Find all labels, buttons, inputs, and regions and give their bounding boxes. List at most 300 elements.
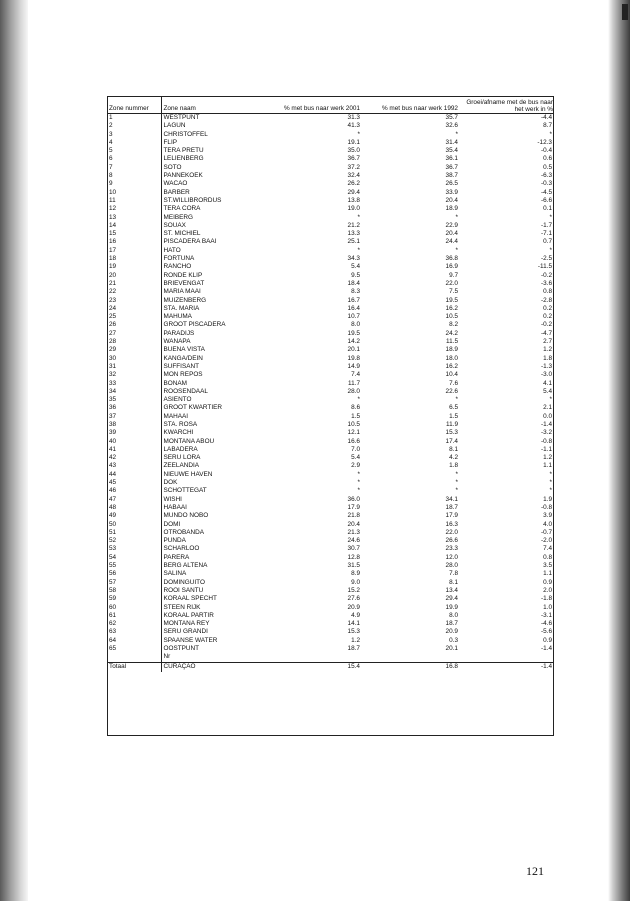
cell-pct-2001: * — [357, 396, 360, 404]
cell-zone-number: 8 — [107, 172, 161, 180]
cell-pct-2001: 7.0 — [351, 445, 360, 453]
cell-zone-name: SCHOTTEGAT — [163, 487, 207, 495]
table-row — [107, 529, 554, 537]
cell-zone-name: BONAM — [163, 379, 187, 387]
cell-growth: -0.8 — [540, 437, 552, 445]
cell-zone-name: FORTUNA — [163, 255, 195, 263]
table-row — [107, 338, 554, 346]
cell-zone-name: STA. ROSA — [163, 420, 198, 428]
cell-zone-name: MAHAAI — [163, 412, 189, 420]
cell-pct-1992: 8.1 — [449, 578, 458, 586]
table-row — [107, 263, 554, 271]
cell-pct-1992: 18.7 — [445, 620, 458, 628]
cell-pct-1992: 18.7 — [445, 503, 458, 511]
cell-pct-2001: 21.8 — [347, 512, 360, 520]
table-row — [107, 429, 554, 437]
cell-pct-1992: 7.6 — [449, 379, 458, 387]
cell-zone-name: TERA CORA — [163, 205, 201, 213]
table-row — [107, 305, 554, 313]
cell-zone-number: 20 — [107, 272, 161, 280]
cell-zone-number: 36 — [107, 404, 161, 412]
cell-pct-2001: 7.4 — [351, 371, 360, 379]
cell-growth: 0.5 — [543, 163, 552, 171]
cell-zone-number: 1 — [107, 114, 161, 123]
cell-zone-number: 9 — [107, 180, 161, 188]
cell-zone-name: KORAAL SPECHT — [163, 595, 217, 603]
cell-growth: -11.5 — [537, 263, 552, 271]
table-header-row — [107, 96, 554, 114]
table-row — [107, 255, 554, 263]
cell-pct-2001: 20.9 — [347, 603, 360, 611]
cell-growth: -0.4 — [540, 147, 552, 155]
table-row — [107, 479, 554, 487]
cell-pct-1992: 20.4 — [445, 196, 458, 204]
cell-growth: 1.1 — [543, 570, 552, 578]
cell-zone-number: 62 — [107, 620, 161, 628]
table-row — [107, 321, 554, 329]
cell-zone-number: 2 — [107, 122, 161, 130]
cell-zone-number: 56 — [107, 570, 161, 578]
cell-pct-1992: 26.6 — [445, 537, 458, 545]
bus-to-work-table — [107, 96, 554, 672]
cell-growth: * — [549, 479, 552, 487]
table-row — [107, 147, 554, 155]
cell-growth: 4.1 — [543, 379, 552, 387]
cell-pct-2001: 10.5 — [347, 420, 360, 428]
cell-pct-2001: 14.1 — [347, 620, 360, 628]
cell-growth: 1.2 — [543, 346, 552, 354]
cell-growth: 1.8 — [543, 354, 552, 362]
cell-zone-number: 54 — [107, 554, 161, 562]
table-row — [107, 396, 554, 404]
cell-growth: -5.6 — [540, 628, 552, 636]
cell-zone-number: 5 — [107, 147, 161, 155]
total-growth: -1.4 — [460, 662, 554, 672]
cell-pct-2001: 12.1 — [347, 429, 360, 437]
table-row — [107, 197, 554, 205]
cell-pct-2001: 12.8 — [347, 553, 360, 561]
table-row — [107, 172, 554, 180]
cell-growth: * — [549, 130, 552, 138]
cell-growth: -2.5 — [540, 255, 552, 263]
table-row — [107, 612, 554, 620]
cell-zone-name: WESTPUNT — [163, 114, 200, 121]
cell-growth: * — [549, 213, 552, 221]
cell-pct-1992: 20.1 — [445, 645, 458, 652]
cell-pct-1992: 22.9 — [445, 221, 458, 229]
cell-growth: 8.7 — [543, 122, 552, 130]
cell-pct-2001: 19.0 — [347, 205, 360, 213]
cell-pct-1992: 38.7 — [445, 172, 458, 180]
cell-zone-number: 60 — [107, 604, 161, 612]
cell-zone-name: SCHARLOO — [163, 545, 200, 553]
table-row — [107, 230, 554, 238]
cell-growth: -0.2 — [540, 321, 552, 329]
table-row — [107, 653, 554, 662]
table-row — [107, 620, 554, 628]
cell-growth: 5.4 — [543, 387, 552, 395]
cell-zone-name: ST.WILLIBRORDUS — [163, 196, 222, 204]
cell-pct-2001: 20.4 — [347, 520, 360, 528]
cell-pct-2001: 20.1 — [347, 346, 360, 354]
cell-pct-2001: 4.9 — [351, 611, 360, 619]
cell-zone-name: WANAPA — [163, 338, 191, 346]
cell-growth: 1.1 — [543, 462, 552, 470]
cell-pct-1992: 6.5 — [449, 404, 458, 412]
cell-growth: 0.2 — [543, 304, 552, 312]
cell-zone-number: 19 — [107, 263, 161, 271]
table-row — [107, 313, 554, 321]
cell-pct-1992: 36.8 — [445, 255, 458, 263]
cell-pct-1992: 29.4 — [445, 595, 458, 603]
cell-pct-2001: 17.9 — [347, 503, 360, 511]
cell-pct-2001: 14.2 — [347, 338, 360, 346]
cell-zone-name: WISHI — [163, 495, 182, 503]
cell-pct-1992: 32.6 — [445, 122, 458, 130]
cell-pct-1992: 11.9 — [446, 420, 458, 428]
table-row — [107, 114, 554, 123]
cell-growth: 7.4 — [543, 545, 552, 553]
cell-zone-number: 51 — [107, 529, 161, 537]
cell-pct-1992: * — [455, 479, 458, 487]
cell-zone-number: 42 — [107, 454, 161, 462]
cell-pct-1992: * — [455, 213, 458, 221]
cell-pct-1992: 12.0 — [445, 553, 458, 561]
cell-pct-2001: 16.6 — [347, 437, 360, 445]
scan-edge-mark — [622, 4, 628, 20]
table-row — [107, 595, 554, 603]
cell-zone-number: 41 — [107, 446, 161, 454]
cell-zone-name: SOUAX — [163, 221, 186, 229]
cell-zone-number: 25 — [107, 313, 161, 321]
cell-pct-2001: 16.7 — [347, 296, 360, 304]
cell-pct-1992: * — [455, 130, 458, 138]
table-row — [107, 504, 554, 512]
cell-zone-number: 55 — [107, 562, 161, 570]
cell-pct-1992: 18.9 — [445, 205, 458, 213]
table-row — [107, 205, 554, 213]
cell-pct-1992: 16.2 — [445, 304, 458, 312]
cell-zone-name: SOTO — [163, 163, 182, 171]
table-row — [107, 355, 554, 363]
cell-growth: -0.7 — [540, 528, 552, 536]
cell-zone-name: LAGUN — [163, 122, 186, 130]
cell-zone-number: 48 — [107, 504, 161, 512]
cell-zone-name: PUNDA — [163, 537, 186, 545]
cell-pct-1992: 20.4 — [445, 230, 458, 238]
table-row — [107, 131, 554, 139]
cell-pct-2001: 18.4 — [347, 279, 360, 287]
table-row — [107, 462, 554, 470]
cell-pct-2001: 8.6 — [351, 404, 360, 412]
cell-zone-name: SERU LORA — [163, 454, 201, 462]
cell-zone-name: MUIZENBERG — [163, 296, 207, 304]
cell-zone-number: 26 — [107, 321, 161, 329]
cell-pct-1992: 16.3 — [445, 520, 458, 528]
table-row — [107, 421, 554, 429]
cell-pct-1992: 13.4 — [445, 586, 458, 594]
cell-zone-number: 53 — [107, 545, 161, 553]
cell-zone-number: 4 — [107, 139, 161, 147]
cell-pct-2001: 37.2 — [347, 163, 360, 171]
cell-pct-2001: * — [357, 130, 360, 138]
cell-pct-2001 — [268, 653, 362, 662]
cell-zone-name: CHRISTOFFEL — [163, 130, 208, 138]
table-row — [107, 438, 554, 446]
cell-zone-name: Nr — [163, 653, 171, 661]
cell-growth: -1.3 — [540, 362, 552, 370]
cell-zone-number: 6 — [107, 155, 161, 163]
cell-zone-number: 16 — [107, 238, 161, 246]
cell-pct-1992: * — [455, 487, 458, 495]
cell-zone-name: MUNDO NOBO — [163, 512, 209, 520]
cell-growth: -6.3 — [540, 172, 552, 180]
cell-zone-number: 31 — [107, 363, 161, 371]
table-row — [107, 280, 554, 288]
cell-pct-2001: 21.3 — [347, 528, 360, 536]
cell-pct-2001: 5.4 — [351, 454, 360, 462]
cell-pct-2001: * — [357, 487, 360, 495]
cell-pct-1992: 24.2 — [445, 329, 458, 337]
cell-zone-number: 7 — [107, 164, 161, 172]
cell-zone-name: GROOT KWARTIER — [163, 404, 222, 412]
cell-pct-1992: 22.0 — [445, 528, 458, 536]
table-row — [107, 363, 554, 371]
total-pct-2001: 15.4 — [268, 662, 362, 672]
cell-growth: 3.5 — [543, 562, 552, 570]
cell-zone-name: MONTANA ABOU — [163, 437, 215, 445]
cell-zone-number: 17 — [107, 247, 161, 255]
cell-pct-1992: 35.7 — [445, 114, 458, 121]
cell-pct-1992: 36.7 — [445, 163, 458, 171]
cell-zone-name: MONTANA REY — [163, 620, 210, 628]
cell-zone-number: 65 — [107, 645, 161, 653]
cell-growth: 0.2 — [543, 313, 552, 321]
cell-pct-2001: 35.0 — [347, 147, 360, 155]
table-row — [107, 388, 554, 396]
cell-pct-2001: 21.2 — [347, 221, 360, 229]
cell-growth: 3.9 — [543, 512, 552, 520]
cell-pct-1992: 4.2 — [449, 454, 458, 462]
cell-zone-number: 37 — [107, 413, 161, 421]
cell-pct-1992: 35.4 — [445, 147, 458, 155]
table-row — [107, 512, 554, 520]
cell-zone-number: 22 — [107, 288, 161, 296]
table-row — [107, 247, 554, 255]
cell-zone-name: PANNEKOEK — [163, 172, 203, 180]
cell-growth: 4.0 — [543, 520, 552, 528]
cell-pct-1992: 16.9 — [445, 263, 458, 271]
table-row — [107, 189, 554, 197]
cell-zone-name: GROOT PISCADERA — [163, 321, 226, 329]
cell-zone-number: 30 — [107, 355, 161, 363]
cell-growth: -12.3 — [537, 138, 552, 146]
cell-zone-name: DOK — [163, 479, 178, 487]
total-row — [107, 662, 554, 672]
table-row — [107, 537, 554, 545]
table-row — [107, 346, 554, 354]
cell-growth: -6.6 — [540, 196, 552, 204]
cell-zone-name: SUFFISANT — [163, 362, 200, 370]
cell-zone-name: MON REPOS — [163, 371, 203, 379]
cell-zone-number: 34 — [107, 388, 161, 396]
table-row — [107, 637, 554, 645]
cell-zone-number: 28 — [107, 338, 161, 346]
cell-zone-name: NIEUWE HAVEN — [163, 470, 213, 478]
cell-zone-number: 35 — [107, 396, 161, 404]
cell-zone-number: 11 — [107, 197, 161, 205]
cell-pct-2001: 10.7 — [347, 313, 360, 321]
cell-pct-1992: 17.9 — [445, 512, 458, 520]
cell-pct-2001: 13.3 — [347, 230, 360, 238]
cell-pct-1992: 0.3 — [449, 636, 458, 644]
cell-pct-2001: 2.9 — [351, 462, 360, 470]
cell-growth: * — [549, 246, 552, 254]
cell-zone-number: 23 — [107, 297, 161, 305]
cell-pct-2001: 8.0 — [351, 321, 360, 329]
cell-pct-1992: 19.5 — [445, 296, 458, 304]
cell-zone-name: RANCHO — [163, 263, 192, 271]
cell-growth: 1.0 — [543, 603, 552, 611]
cell-growth: -1.7 — [540, 221, 552, 229]
cell-pct-2001: * — [357, 246, 360, 254]
cell-pct-1992: 34.1 — [445, 495, 458, 503]
cell-pct-1992: 31.4 — [445, 138, 458, 146]
table-row — [107, 454, 554, 462]
cell-pct-2001: 14.9 — [347, 362, 360, 370]
cell-zone-name: ZEELANDIA — [163, 462, 200, 470]
cell-pct-2001: 32.4 — [347, 172, 360, 180]
cell-growth: 0.0 — [543, 412, 552, 420]
cell-zone-number: 63 — [107, 628, 161, 636]
cell-pct-1992: * — [455, 396, 458, 404]
cell-zone-number: 18 — [107, 255, 161, 263]
bus-to-work-table-container — [107, 96, 554, 672]
cell-pct-2001: * — [357, 213, 360, 221]
cell-pct-2001: 8.3 — [351, 288, 360, 296]
cell-pct-1992: 1.5 — [449, 412, 458, 420]
cell-zone-number: 38 — [107, 421, 161, 429]
cell-pct-2001: 36.7 — [347, 155, 360, 163]
cell-zone-number: 49 — [107, 512, 161, 520]
cell-pct-2001: 15.2 — [347, 586, 360, 594]
cell-growth: * — [549, 487, 552, 495]
cell-pct-1992: 8.2 — [449, 321, 458, 329]
cell-zone-name: PARERA — [163, 553, 190, 561]
cell-pct-1992: 28.0 — [445, 562, 458, 570]
cell-zone-number: 57 — [107, 579, 161, 587]
cell-zone-number: 24 — [107, 305, 161, 313]
table-row — [107, 222, 554, 230]
table-row — [107, 122, 554, 130]
cell-pct-2001: 26.2 — [347, 180, 360, 188]
cell-growth: -3.1 — [540, 611, 552, 619]
cell-growth: * — [549, 396, 552, 404]
table-row — [107, 628, 554, 636]
cell-zone-name: HABAAI — [163, 503, 187, 511]
cell-zone-number: 47 — [107, 496, 161, 504]
cell-pct-2001: 16.4 — [347, 304, 360, 312]
table-row — [107, 380, 554, 388]
cell-zone-number: 15 — [107, 230, 161, 238]
cell-zone-name: MEIBERG — [163, 213, 193, 221]
cell-zone-name: BARBER — [163, 188, 190, 196]
cell-pct-1992: 20.9 — [445, 628, 458, 636]
header-pct-1992: % met bus naar werk 1992 — [362, 96, 460, 114]
cell-pct-1992: 33.9 — [445, 188, 458, 196]
cell-pct-1992: * — [455, 246, 458, 254]
cell-pct-2001: 29.4 — [347, 188, 360, 196]
cell-zone-name: ST. MICHIEL — [163, 230, 201, 238]
cell-pct-2001: 28.0 — [347, 387, 360, 395]
cell-zone-name: KANGA/DEIN — [163, 354, 203, 362]
book-edge-shadow-right — [608, 0, 630, 901]
cell-zone-number: 12 — [107, 205, 161, 213]
cell-pct-2001: 31.5 — [347, 562, 360, 570]
cell-zone-name: TERA PRETU — [163, 147, 204, 155]
cell-growth: -3.2 — [540, 429, 552, 437]
cell-zone-name: KORAAL PARTIR — [163, 611, 214, 619]
cell-zone-name: PARADIJS — [163, 329, 195, 337]
cell-pct-1992: 22.0 — [445, 279, 458, 287]
table-row — [107, 446, 554, 454]
cell-growth — [460, 653, 554, 662]
cell-pct-1992: * — [455, 470, 458, 478]
cell-zone-number: 59 — [107, 595, 161, 603]
cell-growth: 0.6 — [543, 155, 552, 163]
cell-pct-2001: 41.3 — [347, 122, 360, 130]
cell-pct-2001: 9.0 — [351, 578, 360, 586]
cell-pct-2001: 19.5 — [347, 329, 360, 337]
cell-zone-name: DOMINGUITO — [163, 578, 205, 586]
cell-zone-number: 13 — [107, 214, 161, 222]
header-pct-2001: % met bus naar werk 2001 — [268, 96, 362, 114]
table-row — [107, 404, 554, 412]
cell-pct-2001: 1.2 — [351, 636, 360, 644]
cell-growth: 0.9 — [543, 636, 552, 644]
cell-pct-1992: 18.0 — [445, 354, 458, 362]
cell-pct-2001: 9.5 — [351, 271, 360, 279]
cell-growth: -7.1 — [540, 230, 552, 238]
cell-pct-1992: 22.6 — [445, 387, 458, 395]
cell-zone-number: 50 — [107, 521, 161, 529]
cell-pct-2001: 5.4 — [351, 263, 360, 271]
cell-zone-name: SPAANSE WATER — [163, 636, 218, 644]
cell-pct-2001: 24.6 — [347, 537, 360, 545]
cell-pct-2001: 13.8 — [347, 196, 360, 204]
cell-pct-1992: 1.8 — [449, 462, 458, 470]
cell-zone-name: BRIEVENGAT — [163, 279, 205, 287]
cell-zone-number: 10 — [107, 189, 161, 197]
cell-zone-name: BERG ALTENA — [163, 562, 208, 570]
table-row — [107, 180, 554, 188]
cell-zone-name: STEEN RIJK — [163, 603, 201, 611]
table-row — [107, 554, 554, 562]
cell-zone-name: PISCADERA BAAI — [163, 238, 217, 246]
cell-zone-number: 58 — [107, 587, 161, 595]
book-spine-shadow-left — [0, 0, 28, 901]
cell-growth: 0.7 — [543, 238, 552, 246]
cell-zone-number: 43 — [107, 462, 161, 470]
cell-zone-name: MAHUMA — [163, 313, 192, 321]
cell-pct-1992: 8.1 — [449, 445, 458, 453]
cell-pct-1992: 10.4 — [445, 371, 458, 379]
cell-growth: -2.0 — [540, 537, 552, 545]
cell-growth: -1.4 — [540, 645, 552, 652]
cell-pct-1992: 26.5 — [445, 180, 458, 188]
cell-zone-name: OTROBANDA — [163, 528, 204, 536]
total-label: Totaal — [107, 662, 161, 672]
